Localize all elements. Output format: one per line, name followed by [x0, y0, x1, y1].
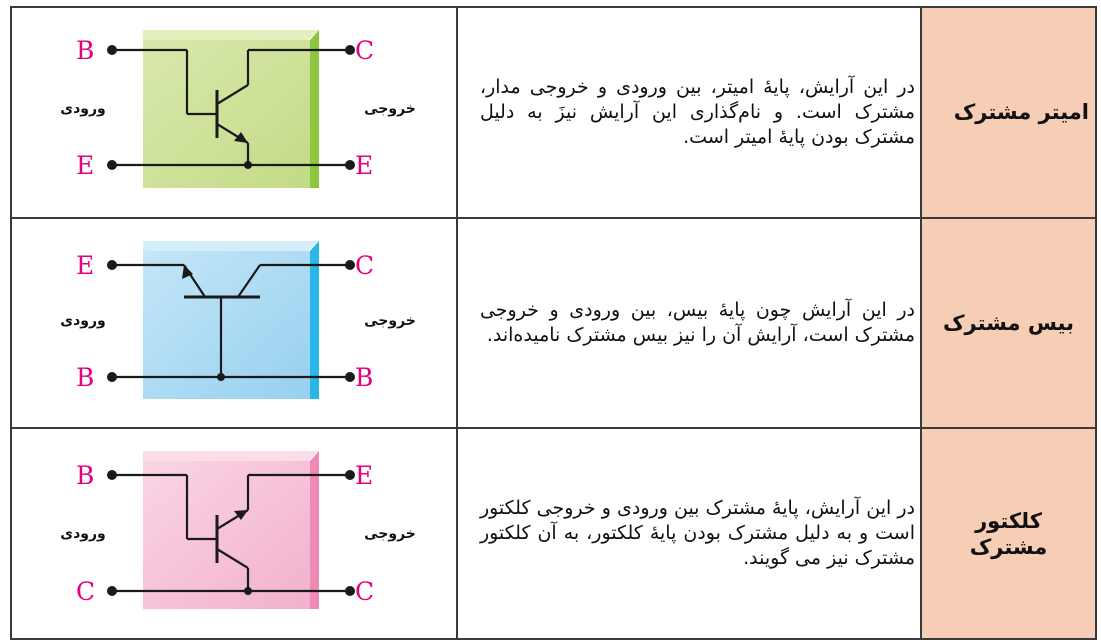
terminal-label-right-top: C	[355, 36, 375, 65]
terminal-label-left-bottom: B	[76, 362, 95, 392]
configuration-name: بیس مشترک	[943, 310, 1074, 335]
terminal-dot	[107, 45, 117, 55]
common-emitter-circuit-diagram	[12, 8, 428, 218]
output-label: خروجی	[364, 526, 416, 543]
terminal-dot	[345, 470, 355, 480]
description-text: در این آرایش چون پایهٔ بیس، بین ورودی و خروجی مشترک است، آرایش آن را نیز بیس مشترک نامیده‌اند.	[479, 298, 916, 346]
diagram-cell-common-base	[11, 218, 457, 429]
terminal-label-right-top: E	[355, 461, 374, 491]
diagram-cell-common-collector	[11, 428, 457, 639]
output-label: خروجی	[364, 312, 416, 329]
description-cell-common-emitter	[457, 7, 921, 218]
box-top-face	[143, 30, 319, 40]
input-label: ورودی	[60, 526, 106, 543]
terminal-dot	[345, 586, 355, 596]
terminal-label-left-bottom: E	[76, 151, 95, 180]
terminal-dot	[107, 372, 117, 382]
terminal-dot	[107, 160, 117, 170]
terminal-dot	[345, 372, 355, 382]
terminal-dot	[107, 260, 117, 270]
terminal-label-left-top: E	[76, 250, 95, 280]
terminal-label-left-bottom: C	[76, 577, 96, 607]
junction-dot	[217, 373, 225, 381]
terminal-dot	[107, 470, 117, 480]
description-cell-common-base	[457, 218, 921, 429]
description-text: در این آرایش، پایهٔ مشترک بین ورودی و خروجی کلکتور است و به دلیل مشترک بودن پایهٔ کلکتور، به آن کلکتور مشترک نیز می گویند.	[479, 497, 916, 570]
description-text: در این آرایش، پایهٔ امیتر، بین ورودی و خروجی مدار، مشترک است. و نام‌گذاری این آرایش نیزَ به دلیل مشترک بودن پایهٔ امیتر است.	[479, 75, 916, 148]
name-cell-common-base	[921, 218, 1096, 429]
input-label: ورودی	[60, 101, 106, 117]
terminal-label-left-top: B	[76, 36, 95, 65]
junction-dot	[244, 587, 252, 595]
box-top-face	[143, 241, 319, 251]
junction-dot	[244, 161, 252, 169]
terminal-dot	[345, 45, 355, 55]
input-label: ورودی	[60, 312, 106, 329]
description-cell-common-collector	[457, 428, 921, 639]
configuration-name: کلکتور مشترک	[969, 508, 1048, 559]
terminal-dot	[345, 160, 355, 170]
terminal-dot	[107, 586, 117, 596]
terminal-label-right-top: C	[355, 250, 375, 280]
configuration-name: امیتر مشترک	[953, 100, 1089, 125]
transistor-configurations-table	[10, 6, 1097, 640]
terminal-label-right-bottom: B	[355, 362, 374, 392]
table-row-common-base	[11, 218, 1096, 429]
common-base-circuit-diagram	[12, 219, 428, 429]
common-collector-circuit-diagram	[12, 429, 428, 639]
terminal-dot	[345, 260, 355, 270]
name-cell-common-emitter	[921, 7, 1096, 218]
terminal-label-right-bottom: E	[355, 151, 374, 180]
terminal-label-left-top: B	[76, 461, 95, 491]
output-label: خروجی	[364, 101, 416, 117]
terminal-label-right-bottom: C	[355, 577, 375, 607]
diagram-cell-common-emitter	[11, 7, 457, 218]
table-row-common-emitter	[11, 7, 1096, 218]
box-front-face	[143, 461, 310, 609]
name-cell-common-collector	[921, 428, 1096, 639]
table-row-common-collector	[11, 428, 1096, 639]
box-top-face	[143, 451, 319, 461]
